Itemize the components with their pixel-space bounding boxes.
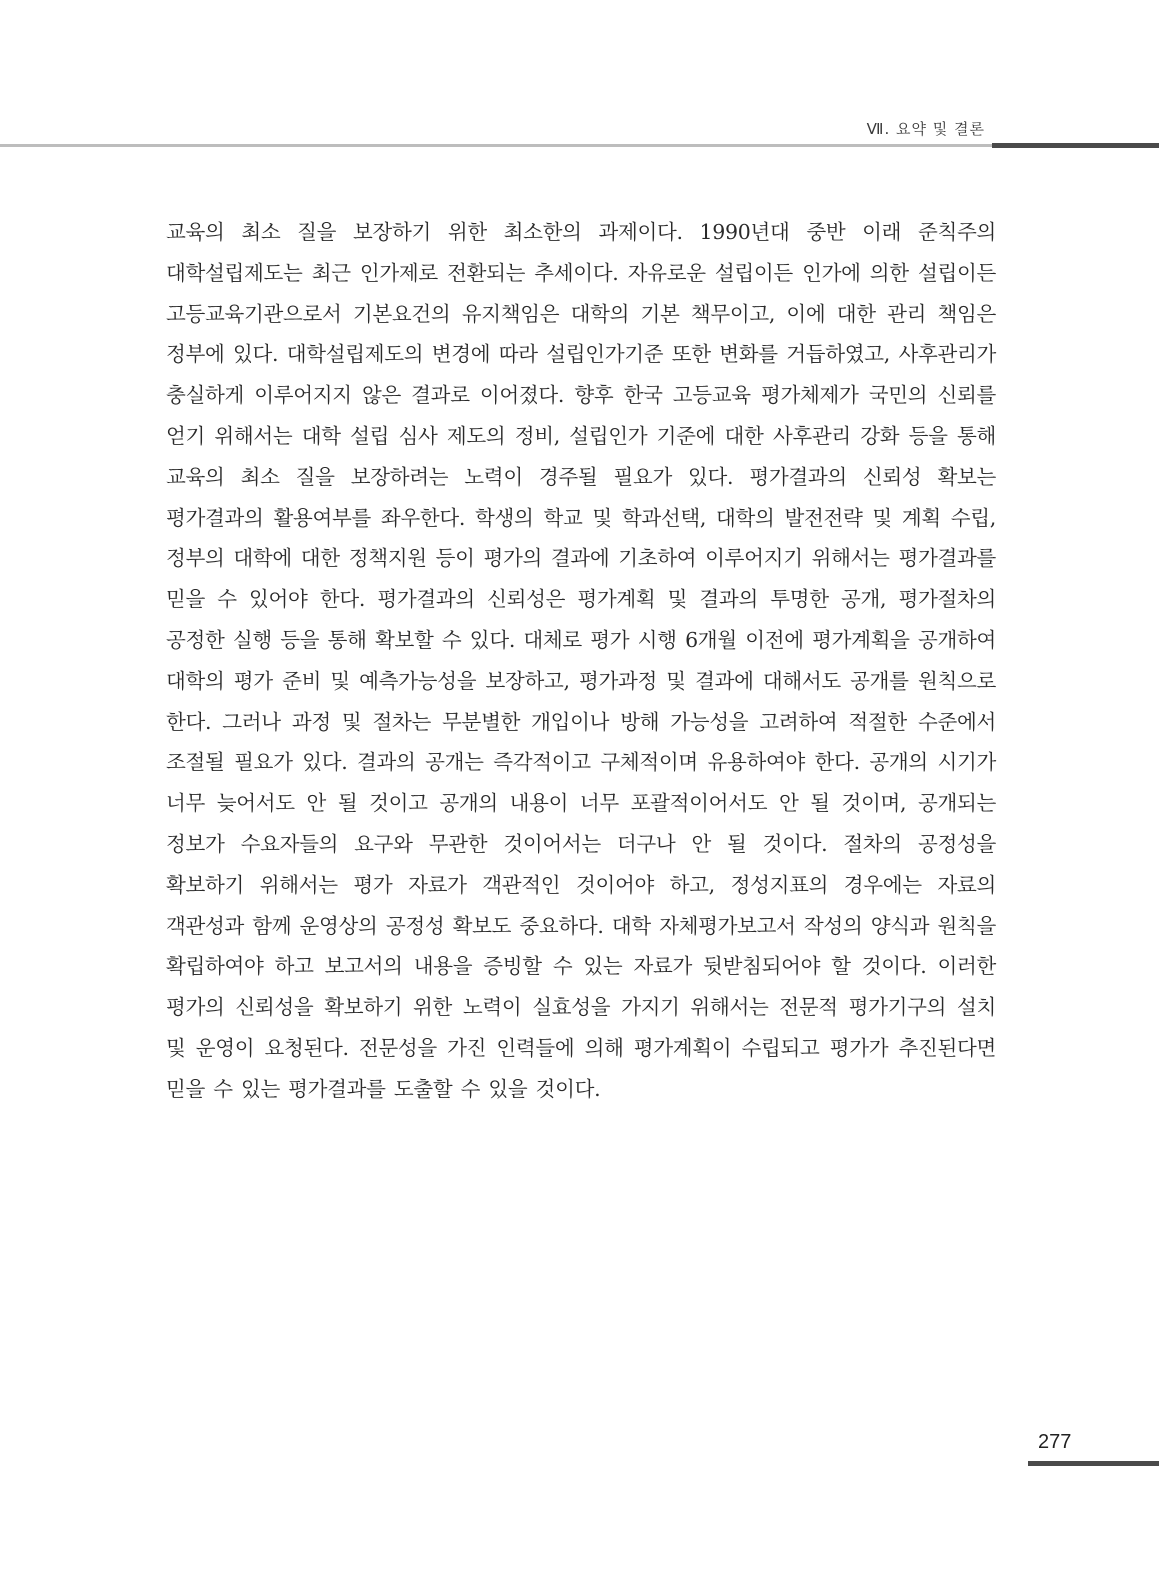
body-paragraph: 교육의 최소 질을 보장하기 위한 최소한의 과제이다. 1990년대 중반 이래 준칙주의 대학설립제도는 최근 인가제로 전환되는 추세이다. 자유로운 설립이든 인가에 의한 설립이든 고등교육기관으로서 기본요건의 유지책임은 대학의 기본 책무이고, 이에 대한 관리 책임은 정부에 있다. 대학설립제도의 변경에 따라 설립인가기준 또한 변화를 거듭하였고, 사후관리가 충실하게 이루어지지 않은 결과로 이어졌다. 향후 한국 고등교육 평가체제가 국민의 신뢰를 얻기 위해서는 대학 설립 심사 제도의 정비, 설립인가 기준에 대한 사후관리 강화 등을 통해 교육의 최소 질을 보장하려는 노력이 경주될 필요가 있다. 평가결과의 신뢰성 확보는 평가결과의 활용여부를 좌우한다. 학생의 학교 및 학과선택, 대학의 발전전략 및 계획 수립, 정부의 대학에 대한 정책지원 등이 평가의 결과에 기초하여 이루어지기 위해서는 평가결과를 믿을 수 있어야 한다. 평가결과의 신뢰성은 평가계획 및 결과의 투명한 공개, 평가절차의 공정한 실행 등을 통해 확보할 수 있다. 대체로 평가 시행 6개월 이전에 평가계획을 공개하여 대학의 평가 준비 및 예측가능성을 보장하고, 평가과정 및 결과에 대해서도 공개를 원칙으로 한다. 그러나 과정 및 절차는 무분별한 개입이나 방해 가능성을 고려하여 적절한 수준에서 조절될 필요가 있다. 결과의 공개는 즉각적이고 구체적이며 유용하여야 한다. 공개의 시기가 너무 늦어서도 안 될 것이고 공개의 내용이 너무 포괄적이어서도 안 될 것이며, 공개되는 정보가 수요자들의 요구와 무관한 것이어서는 더구나 안 될 것이다. 절차의 공정성을 확보하기 위해서는 평가 자료가 객관적인 것이어야 하고, 정성지표의 경우에는 자료의 객관성과 함께 운영상의 공정성 확보도 중요하다. 대학 자체평가보고서 작성의 양식과 원칙을 확립하여야 하고 보고서의 내용을 증빙할 수 있는 자료가 뒷받침되어야 할 것이다. 이러한 평가의 신뢰성을 확보하기 위한 노력이 실효성을 가지기 위해서는 전문적 평가기구의 설치 및 운영이 요청된다. 전문성을 가진 인력들에 의해 평가계획이 수립되고 평가가 추진된다면 믿을 수 있는 평가결과를 도출할 수 있을 것이다. — [166, 220, 996, 1101]
footer-rule — [1028, 1461, 1159, 1466]
page-number: 277 — [1038, 1431, 1072, 1453]
header-rule — [0, 144, 1159, 147]
running-header-title: Ⅶ. 요약 및 결론 — [866, 120, 985, 138]
header-rule-accent — [992, 143, 1159, 148]
